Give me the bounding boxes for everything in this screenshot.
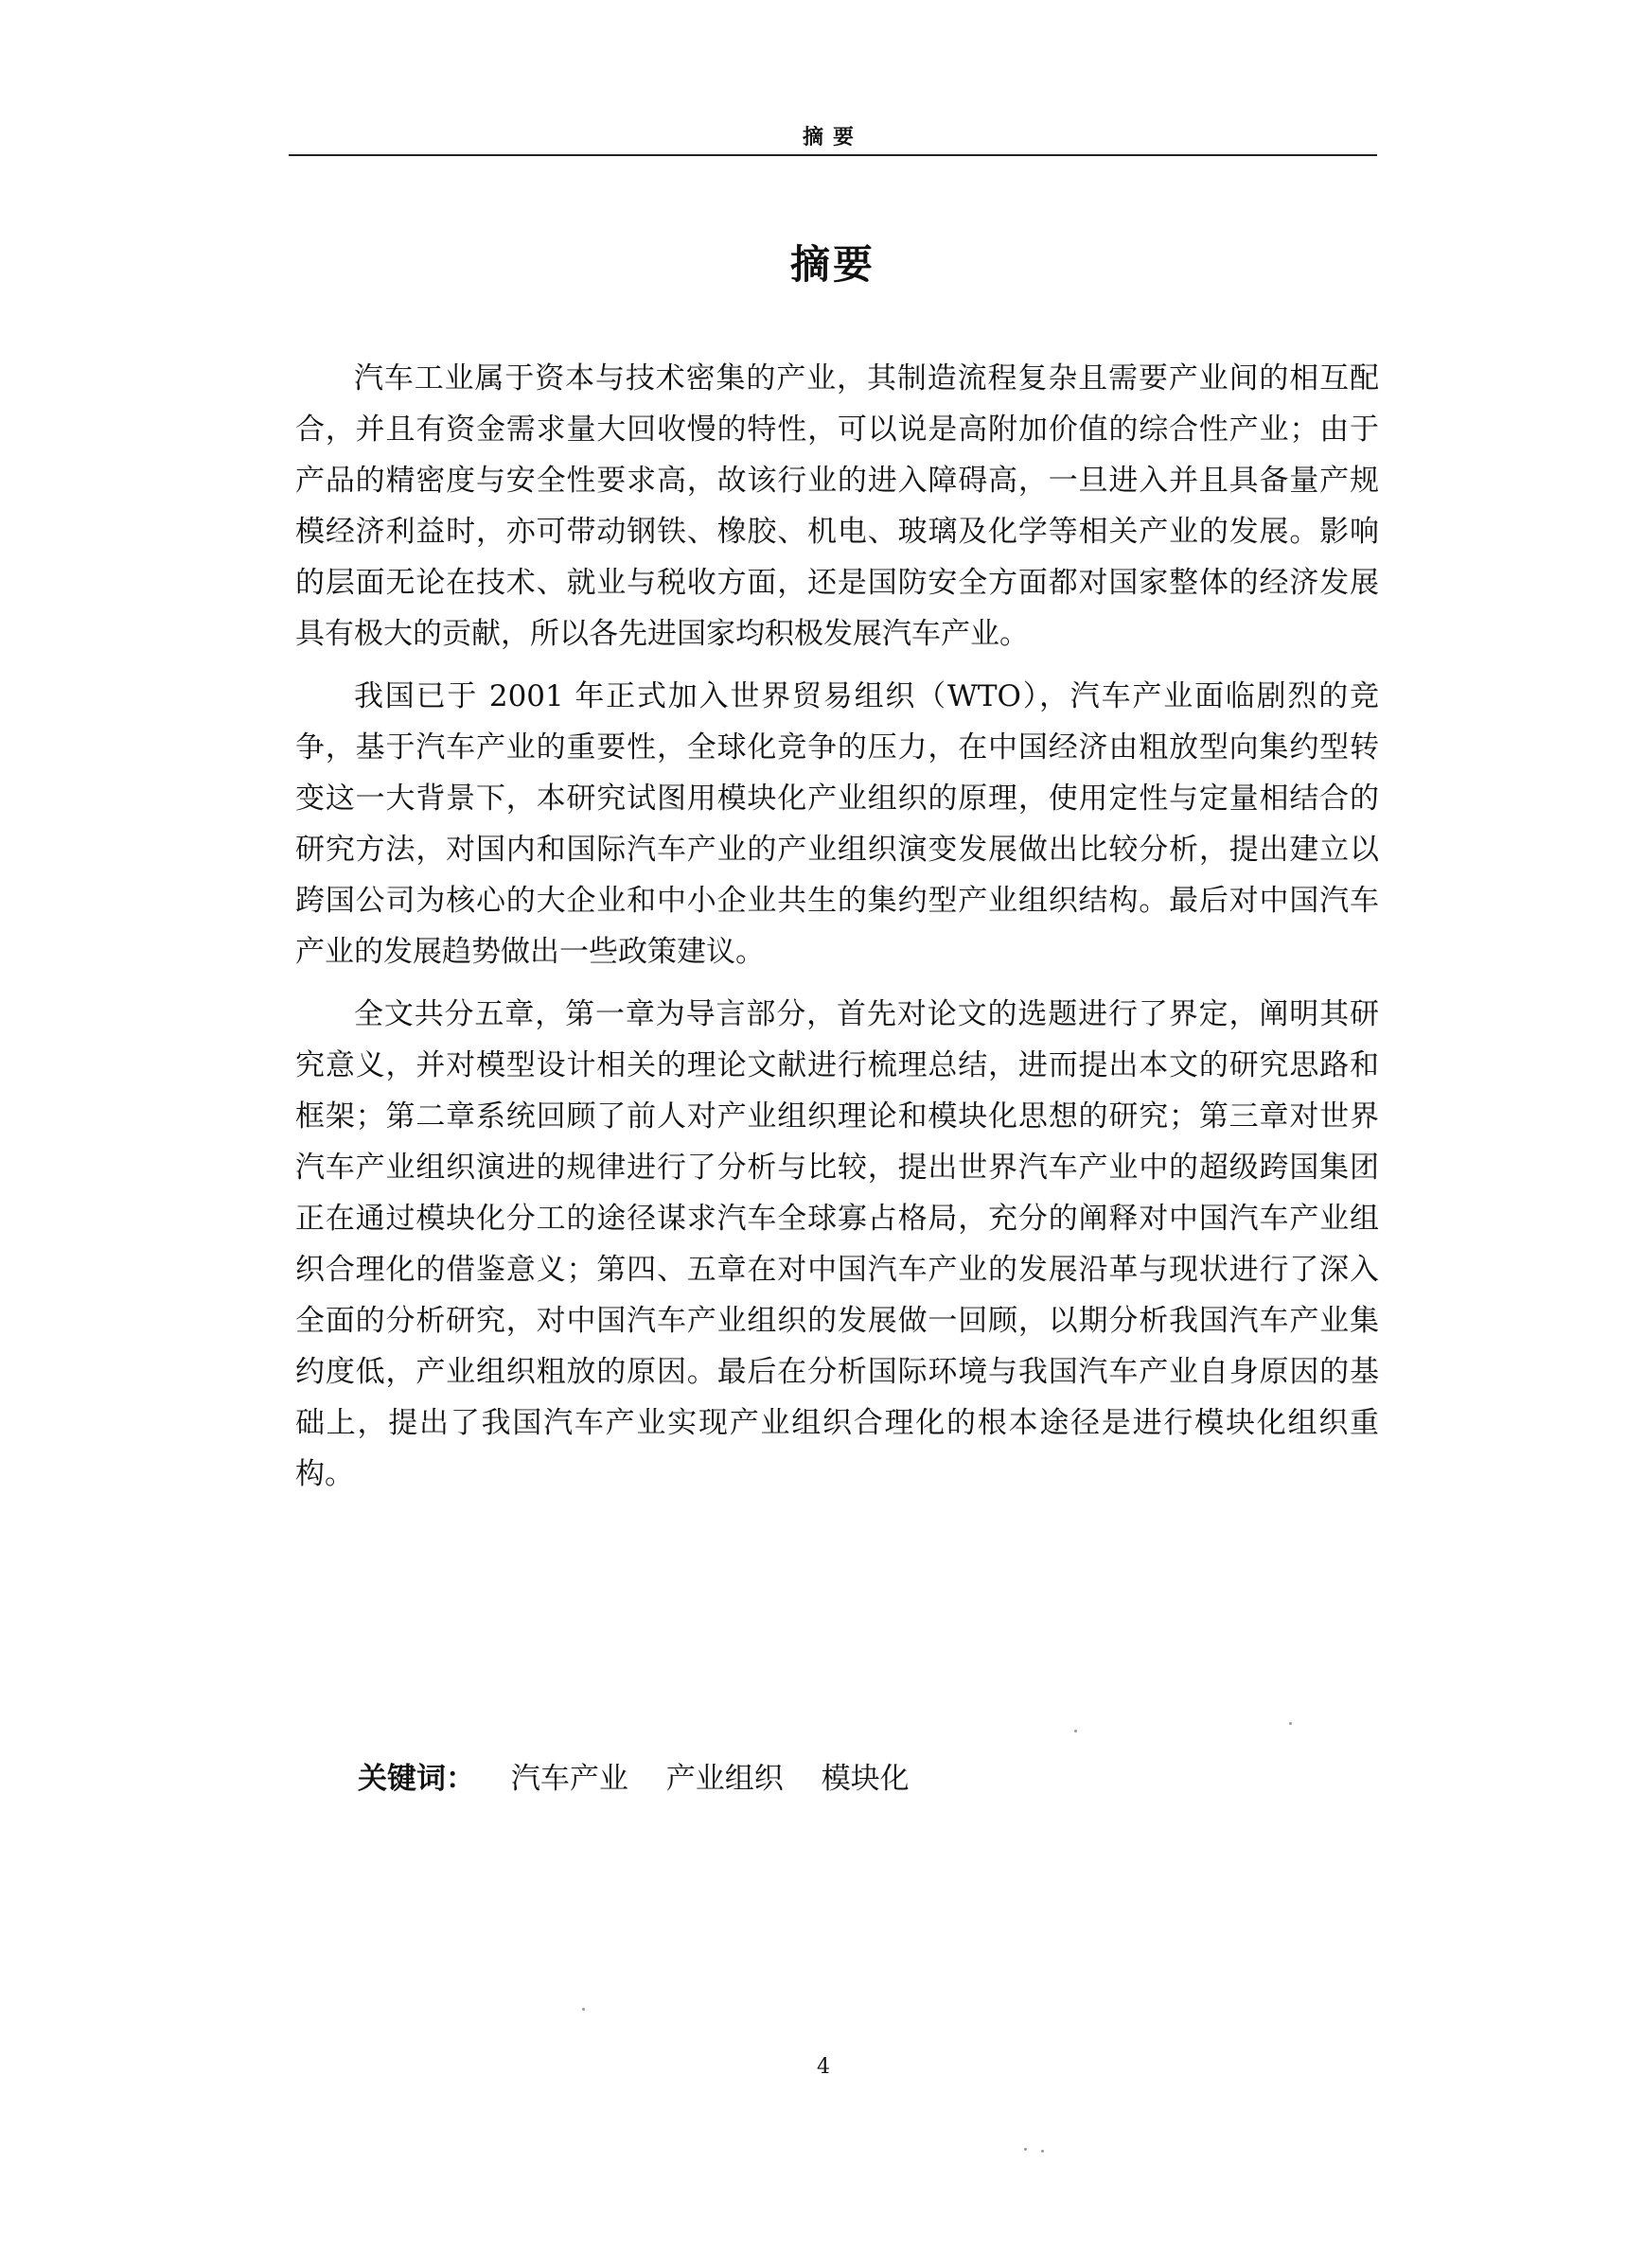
- header-rule: [289, 154, 1377, 156]
- scan-speck: [1074, 1730, 1077, 1732]
- abstract-paragraph-3: 全文共分五章，第一章为导言部分，首先对论文的选题进行了界定，阐明其研究意义，并对模型设计相关的理论文献进行梳理总结，进而提出本文的研究思路和框架；第二章系统回顾了前人对产业组织理论和模块化思想的研究；第三章对世界汽车产业组织演进的规律进行了分析与比较，提出世界汽车产业中的超级跨国集团正在通过模块化分工的途径谋求汽车全球寡占格局，充分的阐释对中国汽车产业组织合理化的借鉴意义；第四、五章在对中国汽车产业的发展沿革与现状进行了深入全面的分析研究，对中国汽车产业组织的发展做一回顾，以期分析我国汽车产业集约度低，产业组织粗放的原因。最后在分析国际环境与我国汽车产业自身原因的基础上，提出了我国汽车产业实现产业组织合理化的根本途径是进行模块化组织重构。: [295, 997, 1379, 1491]
- running-header: 摘要: [802, 125, 863, 149]
- keywords-line: [358, 1760, 938, 1798]
- page-number: 4: [817, 2055, 830, 2079]
- keyword-item: 模块化: [821, 1762, 910, 1796]
- scan-speck: [1041, 2150, 1044, 2153]
- scan-speck: [1024, 2148, 1027, 2151]
- abstract-paragraph-2: 我国已于 2001 年正式加入世界贸易组织（WTO），汽车产业面临剧烈的竞争，基于汽车产业的重要性，全球化竞争的压力，在中国经济由粗放型向集约型转变这一大背景下，本研究试图用模块化产业组织的原理，使用定性与定量相结合的研究方法，对国内和国际汽车产业的产业组织演变发展做出比较分析，提出建立以跨国公司为核心的大企业和中小企业共生的集约型产业组织结构。最后对中国汽车产业的发展趋势做出一些政策建议。: [295, 679, 1379, 969]
- keyword-item: 产业组织: [665, 1762, 784, 1796]
- keywords-label: 关键词：: [358, 1762, 475, 1796]
- abstract-body: [295, 353, 1379, 1511]
- scan-speck: [582, 2008, 585, 2011]
- page-title: 摘要: [789, 241, 875, 288]
- scan-speck: [1289, 1722, 1292, 1725]
- keyword-item: 汽车产业: [510, 1762, 628, 1796]
- abstract-paragraph-1: 汽车工业属于资本与技术密集的产业，其制造流程复杂且需要产业间的相互配合，并且有资金需求量大回收慢的特性，可以说是高附加价值的综合性产业；由于产品的精密度与安全性要求高，故该行业的进入障碍高，一旦进入并且具备量产规模经济利益时，亦可带动钢铁、橡胶、机电、玻璃及化学等相关产业的发展。影响的层面无论在技术、就业与税收方面，还是国防安全方面都对国家整体的经济发展具有极大的贡献，所以各先进国家均积极发展汽车产业。: [295, 361, 1379, 651]
